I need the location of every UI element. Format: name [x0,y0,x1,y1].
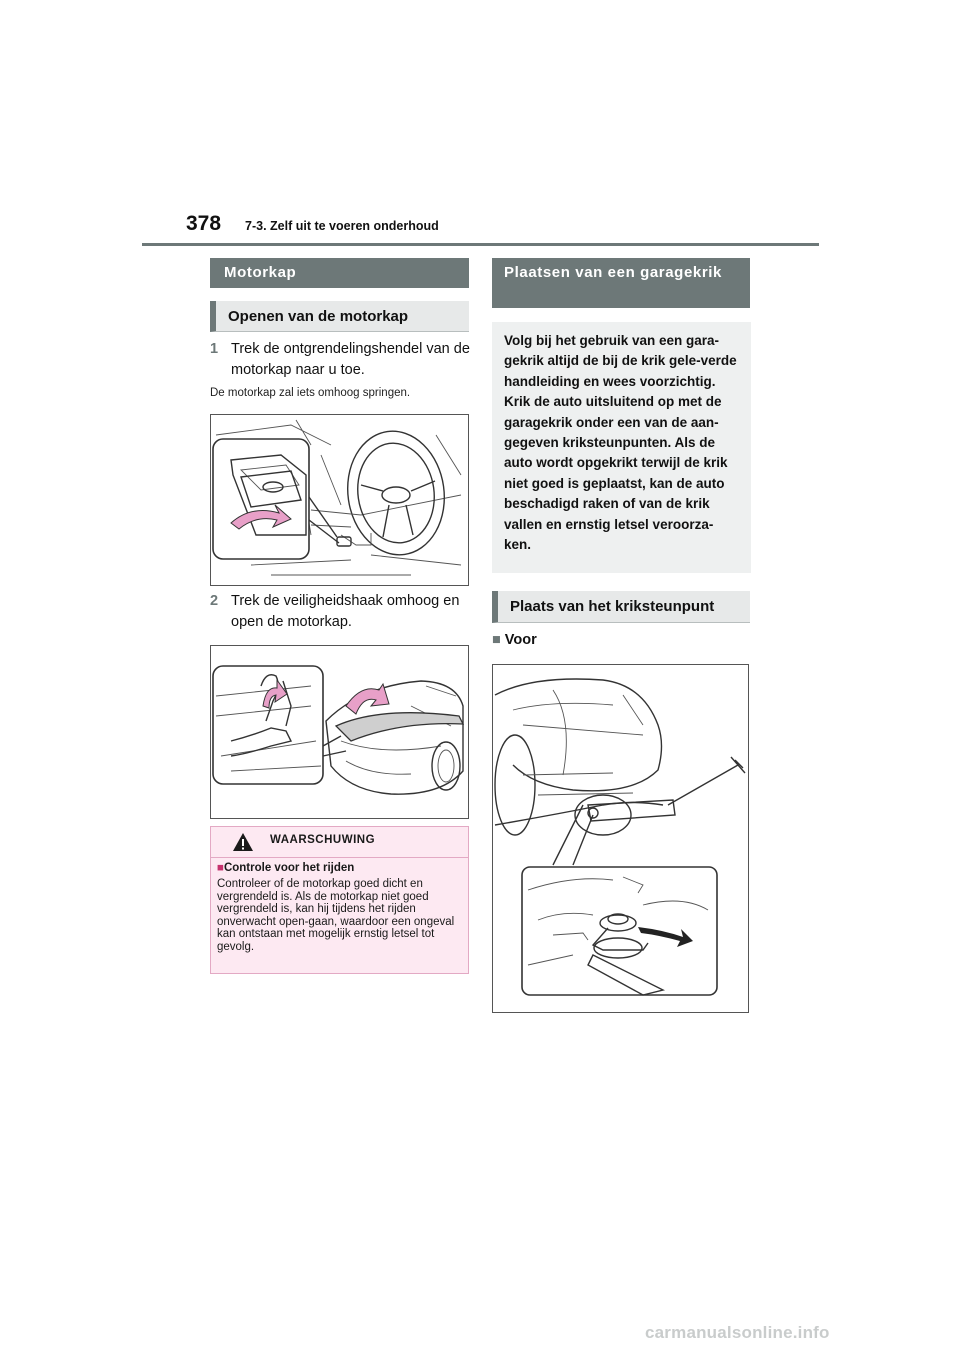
front-label-text: Voor [504,632,537,648]
subsection-title-kriksteunpunt: Plaats van het kriksteunpunt [492,591,750,623]
step-1-note: De motorkap zal iets omhoog springen. [210,387,411,399]
hood-release-lever-illustration [210,414,469,586]
warning-body: Controleer of de motorkap goed dicht en vergrendeld is. Als de motorkap niet goed vergrendeld is, kan hij tijdens het rijden onverwacht open-gaan, waardoor een ongeval kan ontstaan met mogelijk ernstig letsel tot gevolg. [217,878,455,953]
step-1-number: 1 [210,341,219,357]
step-2-number: 2 [210,593,219,609]
section-title-garagekrik: Plaatsen van een garagekrik [492,258,750,308]
warning-triangle-icon [232,832,254,852]
step-2-text: Trek de veiligheidshaak omhoog en open de motorkap. [231,593,460,630]
safety-catch-illustration [210,645,469,819]
bullet-square-icon: ■ [217,862,224,874]
warning-box [210,826,469,974]
watermark-text: carmanualsonline.info [645,1323,830,1342]
warning-subtitle-text: Controle voor het rijden [223,862,355,874]
page-number: 378 [186,212,222,235]
watermark [645,1320,935,1350]
header-rule [142,243,819,246]
warning-header [211,827,468,858]
step-1 [210,339,472,383]
front-jack-point-label [492,632,537,648]
step-2 [210,591,472,635]
bullet-square-icon: ■ [492,632,501,648]
subsection-title-openen: Openen van de motorkap [210,301,469,332]
section-reference: 7-3. Zelf uit te voeren onderhoud [245,219,439,233]
step-1-text: Trek de ontgrendelingshendel van de motorkap naar u toe. [231,341,470,378]
warning-title: WAARSCHUWING [270,834,376,846]
warning-subtitle [217,862,354,874]
section-title-motorkap: Motorkap [210,258,469,288]
garagekrik-instructions: Volg bij het gebruik van een gara-gekrik altijd de bij de krik gele-verde handleiding en wees voorzichtig. Krik de auto uitsluitend op met de garagekrik onder een van de aan-gegeven kriksteunpunten. Als de auto wordt opgekrikt terwijl de krik niet goed is geplaatst, kan de auto beschadigd raken of van de krik vallen en ernstig letsel veroorza-ken. [492,322,751,573]
front-jack-point-illustration [492,664,749,1013]
